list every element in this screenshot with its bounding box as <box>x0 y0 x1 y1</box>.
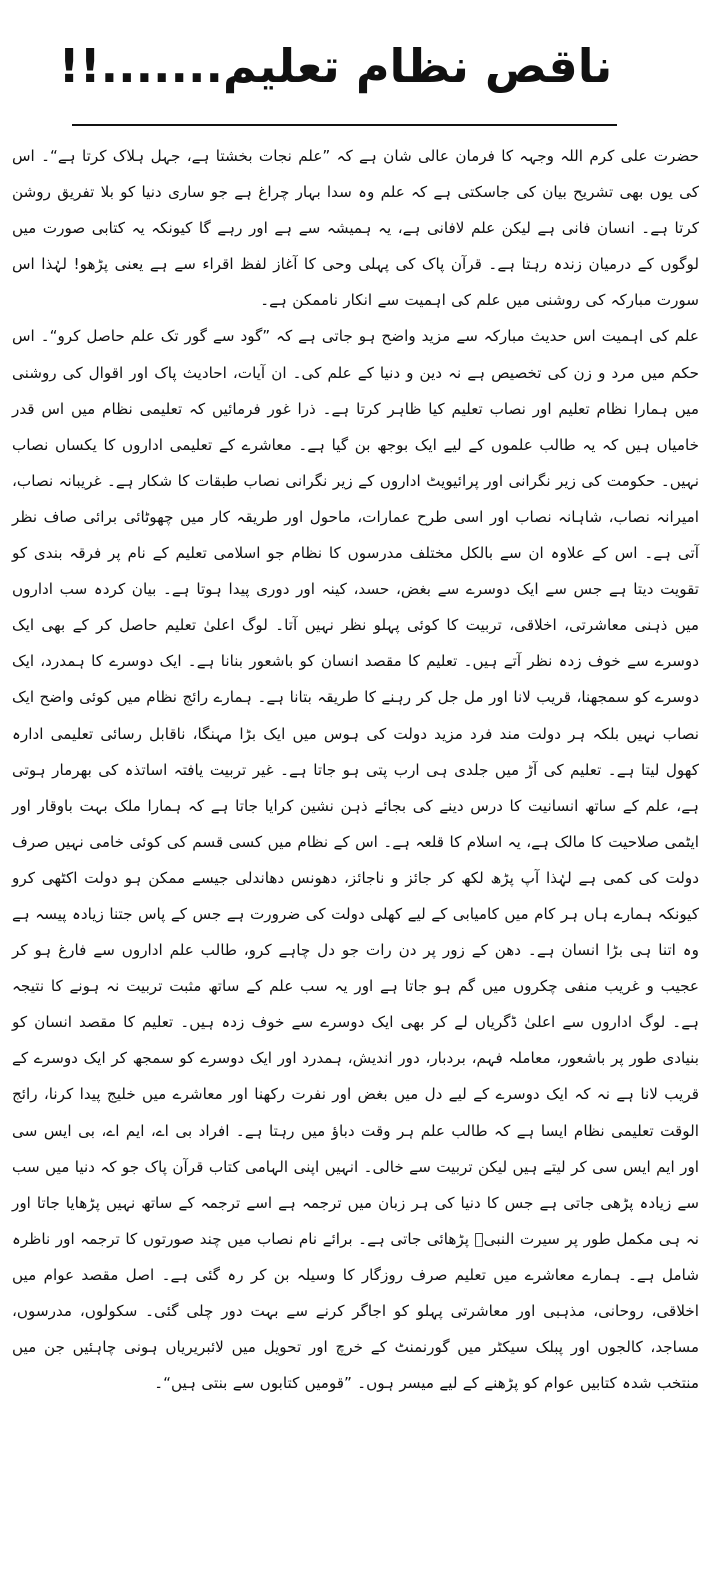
article-headline: ناقص نظام تعلیم.......!! <box>58 39 613 93</box>
headline-divider <box>72 124 617 126</box>
article-paragraph-1: حضرت علی کرم اللہ وجہہ کا فرمان عالی شان ہے کہ ”علم نجات بخشتا ہے، جہل ہلاک کرتا ہے“۔ اس کی یوں بھی تشریح بیان کی جاسکتی ہے کہ علم وہ سدا بہار چراغ ہے جو ساری دنیا کو بلا تفریق روشن کرتا ہے۔ انسان فانی ہے لیکن علم لافانی ہے، یہ ہمیشہ سے ہے اور رہے گا کیونکہ یہ کتابی صورت میں لوگوں کے درمیان زندہ رہتا ہے۔ قرآن پاک کی پہلی وحی کا آغاز لفظ اقراء سے ہے یعنی پڑھو! لہٰذا اس سورت مبارکہ کی روشنی میں علم کی اہمیت سے انکار ناممکن ہے۔ <box>12 147 699 310</box>
article-paragraph-2: علم کی اہمیت اس حدیث مبارکہ سے مزید واضح ہو جاتی ہے کہ ”گود سے گور تک علم حاصل کرو“۔ اس حکم میں مرد و زن کی تخصیص ہے نہ دین و دنیا کے علم کی۔ ان آیات، احادیث پاک اور اقوال کی روشنی میں ہمارا نظام تعلیم اور نصاب تعلیم کیا ظاہر کرتا ہے۔ ذرا غور فرمائیں کہ تعلیمی نظام میں اس قدر خامیاں ہیں کہ یہ طالب علموں کے لیے ایک بوجھ بن گیا ہے۔ معاشرے کے تعلیمی اداروں کا یکساں نصاب نہیں۔ حکومت کی زیر نگرانی اور پرائیویٹ اداروں کے زیر نگرانی نصاب طبقات کا شکار ہے۔ غریبانہ نصاب، امیرانہ نصاب، شاہانہ نصاب اور اسی طرح عمارات، ماحول اور طریقہ کار میں چھوٹائی برائی صاف نظر آتی ہے۔ اس کے علاوہ ان سے بالکل مختلف مدرسوں کا نظام جو اسلامی تعلیم کے نام پر فرقہ بندی کو تقویت دیتا ہے جس سے ایک دوسرے سے بغض، حسد، کینہ اور دوری پیدا ہوتا ہے۔ بیان کردہ سب اداروں میں ذہنی معاشرتی، اخلاقی، تربیت کا کوئی پہلو نظر نہیں آتا۔ لوگ اعلیٰ تعلیم حاصل کر کے بھی ایک دوسرے سے خوف زدہ نظر آتے ہیں۔ تعلیم کا مقصد انسان کو باشعور بنانا ہے۔ ایک دوسرے کا ہمدرد، ایک دوسرے کو سمجھنا، قریب لانا اور مل جل کر رہنے کا طریقہ بتانا ہے۔ ہمارے رائج نظام میں کوئی واضح ایک نصاب نہیں بلکہ ہر دولت مند فرد مزید دولت کی ہوس میں ایک بڑا مہنگا، ناقابل رسائی تعلیمی ادارہ کھول لیتا ہے۔ تعلیم کی آڑ میں جلدی ہی ارب پتی ہو جاتا ہے۔ غیر تربیت یافتہ اساتذہ کی بھرمار ہوتی ہے، علم کے ساتھ انسانیت کا درس دینے کی بجائے ذہن نشین کرایا جاتا ہے کہ ہمارا ملک بہت باوقار اور ایٹمی صلاحیت کا مالک ہے، یہ اسلام کا قلعہ ہے۔ اس کے نظام میں کسی قسم کی کوئی خامی نہیں صرف دولت کی کمی ہے لہٰذا آپ پڑھ لکھ کر جائز و ناجائز، دھونس دھاندلی جیسے ممکن ہو دولت اکٹھی کرو کیونکہ ہمارے ہاں ہر کام میں کامیابی کے لیے کھلی دولت کی ضرورت ہے جس کے پاس جتنا زیادہ پیسہ ہے وہ اتنا ہی بڑا انسان ہے۔ دھن کے زور پر دن رات جو دل چاہے کرو، طالب علم اداروں سے فارغ ہو کر عجیب و غریب منفی چکروں میں گم ہو جاتا ہے اور یہ سب علم کے ساتھ مثبت تربیت نہ ہونے کا نتیجہ ہے۔ لوگ اداروں سے اعلیٰ ڈگریاں لے کر بھی ایک دوسرے سے خوف زدہ ہیں۔ تعلیم کا مقصد انسان کو بنیادی طور پر باشعور، معاملہ فہم، بردبار، دور اندیش، ہمدرد اور ایک دوسرے کو سمجھ کر ایک دوسرے کے قریب لانا ہے نہ کہ ایک دوسرے کے لیے دل میں بغض اور نفرت رکھنا اور معاشرے میں خلیج پیدا کرنا، رائج الوقت تعلیمی نظام ایسا ہے کہ طالب علم ہر وقت دباؤ میں رہتا ہے۔ افراد بی اے، ایم اے، بی ایس سی اور ایم ایس سی کر لیتے ہیں لیکن تربیت سے خالی۔ انہیں اپنی الہامی کتاب قرآن پاک جو کہ دنیا میں سب سے زیادہ پڑھی جاتی ہے جس کا دنیا کی ہر زبان میں ترجمہ ہے اسے ترجمہ کے ساتھ نہیں پڑھایا جاتا اور نہ ہی مکمل طور پر سیرت النبیؐ پڑھائی جاتی ہے۔ برائے نام نصاب میں چند صورتوں کا ترجمہ اور ناظرہ شامل ہے۔ ہمارے معاشرے میں تعلیم صرف روزگار کا وسیلہ بن کر رہ گئی ہے۔ اصل مقصد عوام میں اخلاقی، روحانی، مذہبی اور معاشرتی پہلو کو اجاگر کرنے سے بہت دور چلی گئی۔ سکولوں، مدرسوں، مساجد، کالجوں اور پبلک سیکٹر میں گورنمنٹ کے خرچ اور تحویل میں لائبریریاں ہونی چاہئیں جن میں منتخب شدہ کتابیں عوام کو پڑھنے کے لیے میسر ہوں۔ ”قومیں کتابوں سے بنتی ہیں“۔ <box>12 327 699 1393</box>
article-body <box>12 138 699 1401</box>
